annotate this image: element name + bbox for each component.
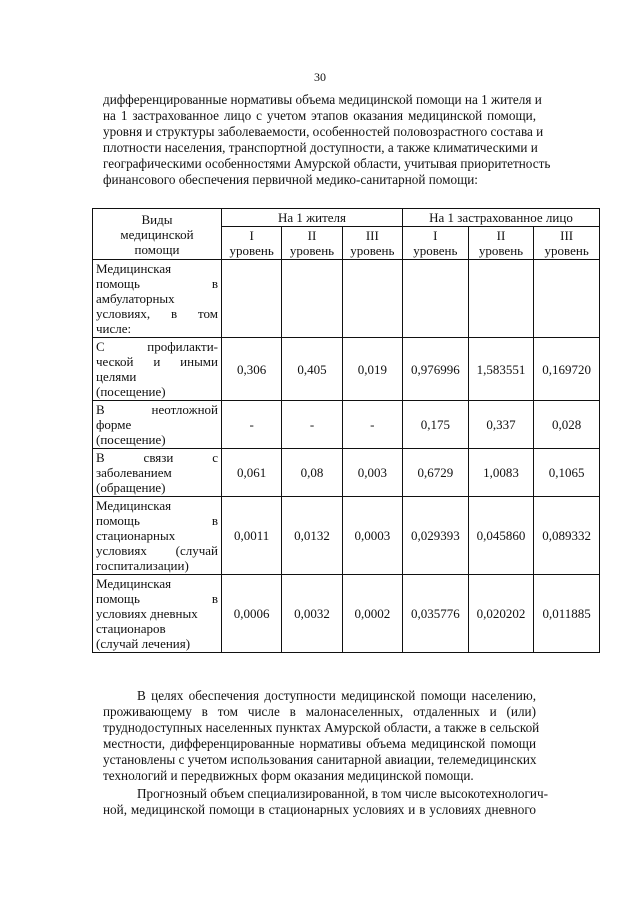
table-cell (222, 260, 282, 338)
table-cell: - (342, 401, 402, 449)
table-cell: 0,08 (282, 449, 342, 497)
table-cell (342, 260, 402, 338)
table-cell: 0,6729 (402, 449, 468, 497)
care-volume-norms-table (92, 208, 600, 653)
table-cell: 0,337 (468, 401, 534, 449)
text-line: уровня и структуры заболеваемости, особенностей половозрастного состава и (103, 124, 544, 139)
page-number: 30 (314, 70, 326, 84)
text-line: финансового обеспечения первичной медико-санитарной помощи: (103, 172, 478, 187)
table-cell: 0,029393 (402, 497, 468, 575)
table-row (93, 497, 600, 575)
col-level: III уровень (342, 227, 402, 260)
table-cell (468, 260, 534, 338)
table-cell: 0,175 (402, 401, 468, 449)
table-cell: 0,0011 (222, 497, 282, 575)
table-cell: 0,976996 (402, 338, 468, 401)
table-row (93, 449, 600, 497)
table-cell (282, 260, 342, 338)
table-cell: 0,0003 (342, 497, 402, 575)
table-cell: - (222, 401, 282, 449)
text-line: ной, медицинской помощи в стационарных условиях и в условиях дневного (103, 802, 536, 817)
col-level: III уровень (534, 227, 600, 260)
table-cell: 1,0083 (468, 449, 534, 497)
table-cell: - (282, 401, 342, 449)
row-label: В неотложной форме (посещение) (93, 401, 222, 449)
col-header-kind: Виды медицинской помощи (93, 209, 222, 260)
text-line: местности, дифференцированные нормативы объема медицинской помощи (103, 736, 536, 751)
table-cell: 0,011885 (534, 575, 600, 653)
text-line: проживающему в том числе в малонаселенных, отдаленных и (или) (103, 704, 536, 719)
table-cell: 0,306 (222, 338, 282, 401)
table-cell: 0,035776 (402, 575, 468, 653)
table-header-row (93, 209, 600, 227)
row-label: Медицинская помощь в стационарных условиях (случай госпитализации) (93, 497, 222, 575)
col-level: I уровень (402, 227, 468, 260)
table-cell (534, 260, 600, 338)
table-cell: 0,020202 (468, 575, 534, 653)
text-line: на 1 застрахованное лицо с учетом этапов оказания медицинской помощи, (103, 108, 536, 123)
table-row (93, 575, 600, 653)
table-cell: 0,405 (282, 338, 342, 401)
table-cell: 0,169720 (534, 338, 600, 401)
col-level: I уровень (222, 227, 282, 260)
accessibility-paragraph (103, 688, 540, 784)
text-line: технологий и передвижных форм оказания медицинской помощи. (103, 768, 474, 783)
table-cell: 0,0002 (342, 575, 402, 653)
col-group-per-resident: На 1 жителя (222, 209, 403, 227)
table-cell: 0,028 (534, 401, 600, 449)
text-line: В целях обеспечения доступности медицинской помощи населению, (137, 688, 536, 703)
table-cell (402, 260, 468, 338)
col-level: II уровень (282, 227, 342, 260)
row-label: Медицинская помощь в амбулаторных условиях, в том числе: (93, 260, 222, 338)
forecast-paragraph (103, 786, 548, 818)
table-cell: 0,019 (342, 338, 402, 401)
col-group-per-insured: На 1 застрахованное лицо (402, 209, 599, 227)
row-label: С профилакти- ческой и иными целями (посещение) (93, 338, 222, 401)
table-cell: 0,0132 (282, 497, 342, 575)
text-line: Прогнозный объем специализированной, в том числе высокотехнологич- (137, 786, 548, 801)
table-cell: 0,0032 (282, 575, 342, 653)
row-label: В связи с заболеванием (обращение) (93, 449, 222, 497)
table-cell: 0,089332 (534, 497, 600, 575)
intro-paragraph (103, 92, 551, 188)
text-line: дифференцированные нормативы объема медицинской помощи на 1 жителя и (103, 92, 542, 107)
table-row (93, 260, 600, 338)
table-cell: 1,583551 (468, 338, 534, 401)
text-line: установлены с учетом использования санитарной авиации, телемедицинских (103, 752, 537, 767)
text-line: труднодоступных населенных пунктах Амурской области, а также в сельской (103, 720, 540, 735)
table-cell: 0,1065 (534, 449, 600, 497)
col-level: II уровень (468, 227, 534, 260)
table-cell: 0,0006 (222, 575, 282, 653)
row-label: Медицинская помощь в условиях дневных стационаров (случай лечения) (93, 575, 222, 653)
table-cell: 0,045860 (468, 497, 534, 575)
text-line: плотности населения, транспортной доступности, а также климатическими и (103, 140, 538, 155)
table-row (93, 401, 600, 449)
table-cell: 0,003 (342, 449, 402, 497)
table-row (93, 338, 600, 401)
text-line: географическими особенностями Амурской области, учитывая приоритетность (103, 156, 551, 171)
table-cell: 0,061 (222, 449, 282, 497)
